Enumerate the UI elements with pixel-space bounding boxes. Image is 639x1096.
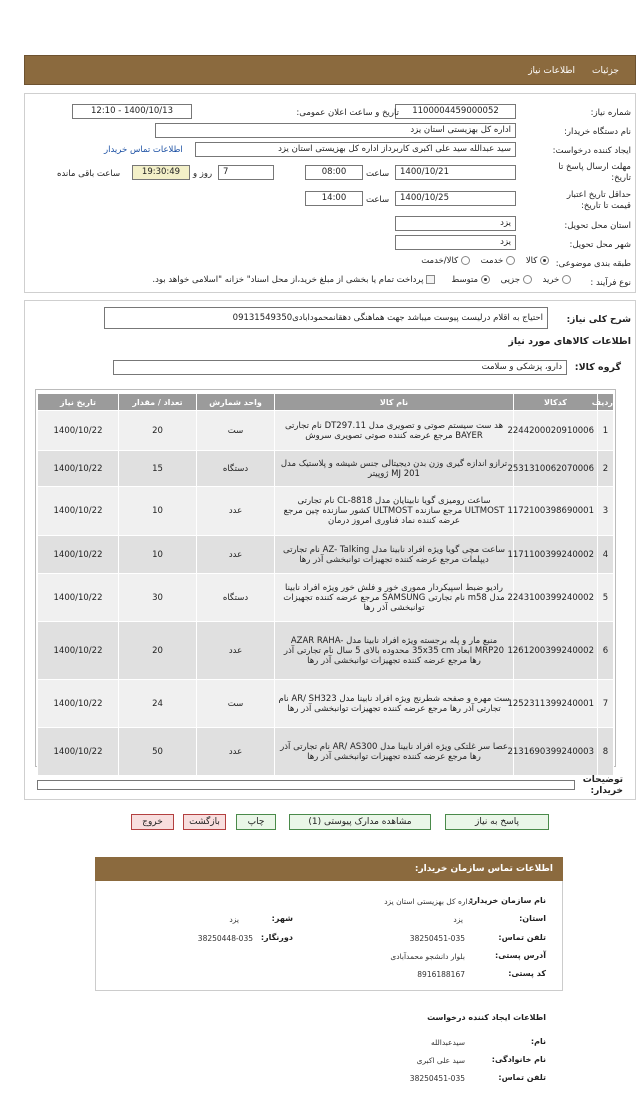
item-qty: 50 bbox=[119, 728, 197, 776]
description-field: احتیاج به اقلام درلیست پیوست میباشد جهت هماهنگی دهقانمحمودابادی09131549350 bbox=[104, 307, 548, 329]
goods-section-title: اطلاعات کالاهای مورد نیاز bbox=[508, 336, 631, 347]
item-unit: عدد bbox=[197, 487, 275, 536]
creator-label: ایجاد کننده درخواست: bbox=[552, 146, 631, 156]
category-radio-group bbox=[421, 256, 549, 266]
org-name-value: اداره کل بهزیستی استان یزد bbox=[384, 897, 473, 906]
item-name: ساعت مچی گویا ویژه افراد نابینا مدل AZ- Talking نام تجارتی دیپلمات مرجع عرضه کننده تجهیزات توانبخشی آذر رها bbox=[275, 536, 514, 574]
table-row bbox=[38, 536, 614, 574]
phone-label: تلفن تماس: bbox=[498, 933, 546, 942]
item-code: 1171100399240002 bbox=[514, 536, 598, 574]
price-valid-date-field: 1400/10/25 bbox=[395, 191, 516, 206]
reply-button[interactable]: پاسخ به نیاز bbox=[445, 814, 549, 830]
item-unit: عدد bbox=[197, 622, 275, 680]
need-number-label: شماره نیاز: bbox=[590, 108, 631, 118]
item-name: ست مهره و صفحه شطرنج ویژه افراد نابینا مدل AR/ SH323 نام تجارتی آذر رها مرجع عرضه کننده تجهیزات توانبخشی آذر رها bbox=[275, 680, 514, 728]
treasury-note: پرداخت تمام یا بخشی از مبلغ خرید،از محل اسناد" خزانه "اسلامی خواهد بود. bbox=[152, 275, 424, 285]
row-index: 3 bbox=[598, 487, 614, 536]
exit-button[interactable]: خروج bbox=[131, 814, 174, 830]
price-valid-time-field: 14:00 bbox=[305, 191, 363, 206]
col-need-date: تاریخ نیاز bbox=[38, 394, 119, 411]
table-row bbox=[38, 411, 614, 451]
radio-service[interactable] bbox=[506, 256, 515, 265]
item-qty: 20 bbox=[119, 622, 197, 680]
province-contact-label: استان: bbox=[519, 914, 546, 923]
buyer-label: نام دستگاه خریدار: bbox=[564, 127, 631, 137]
item-date: 1400/10/22 bbox=[38, 680, 119, 728]
description-label: شرح کلی نیاز: bbox=[566, 315, 631, 325]
table-row bbox=[38, 574, 614, 622]
item-unit: دستگاه bbox=[197, 574, 275, 622]
item-unit: ست bbox=[197, 680, 275, 728]
item-code: 2531310062070006 bbox=[514, 451, 598, 487]
item-code: 1172100398690001 bbox=[514, 487, 598, 536]
buyer-contact-link[interactable]: اطلاعات تماس خریدار bbox=[104, 145, 183, 155]
item-qty: 20 bbox=[119, 411, 197, 451]
category-label: طبقه بندی موضوعی: bbox=[555, 259, 631, 269]
item-unit: دستگاه bbox=[197, 451, 275, 487]
need-number-field: 1100004459000052 bbox=[395, 104, 516, 119]
item-qty: 24 bbox=[119, 680, 197, 728]
item-date: 1400/10/22 bbox=[38, 451, 119, 487]
remaining-label: ساعت باقی مانده bbox=[57, 169, 121, 179]
deadline-date-field: 1400/10/21 bbox=[395, 165, 516, 180]
days-field: 7 bbox=[218, 165, 274, 180]
address-label: آدرس پستی: bbox=[495, 951, 546, 960]
tab-details[interactable]: جزئیات bbox=[592, 66, 619, 76]
price-valid-time-label: ساعت bbox=[366, 195, 390, 205]
item-code: 2131690399240003 bbox=[514, 728, 598, 776]
table-row bbox=[38, 680, 614, 728]
org-name-label: نام سازمان خریدار: bbox=[469, 896, 546, 905]
item-code: 1261200399240002 bbox=[514, 622, 598, 680]
item-unit: ست bbox=[197, 411, 275, 451]
treasury-checkbox[interactable] bbox=[426, 275, 435, 284]
col-row-index: ردیف bbox=[598, 394, 614, 411]
first-name-label: نام: bbox=[530, 1037, 546, 1046]
item-code: 2244200020910006 bbox=[514, 411, 598, 451]
item-date: 1400/10/22 bbox=[38, 487, 119, 536]
deadline-label: مهلت ارسال پاسخ تا تاریخ: bbox=[558, 162, 631, 183]
col-unit: واحد شمارش bbox=[197, 394, 275, 411]
table-row bbox=[38, 728, 614, 776]
radio-goods-service-label: کالا/خدمت bbox=[421, 256, 459, 266]
items-table-header bbox=[38, 394, 614, 411]
creator-phone-value: 38250451-035 bbox=[409, 1074, 465, 1083]
province-contact-value: یزد bbox=[453, 915, 463, 924]
radio-purchase-label: خرید bbox=[542, 275, 560, 285]
item-name: هد ست سیستم صوتی و تصویری مدل DT297.11 نام تجارتی BAYER مرجع عرضه کننده صوتی تصویری سروش bbox=[275, 411, 514, 451]
item-qty: 30 bbox=[119, 574, 197, 622]
price-valid-label: حداقل تاریخ اعتبار قیمت تا تاریخ: bbox=[566, 190, 631, 211]
radio-goods-service[interactable] bbox=[461, 256, 470, 265]
postal-code-label: کد پستی: bbox=[508, 969, 546, 978]
process-radio-group bbox=[152, 275, 571, 285]
creator-phone-label: تلفن تماس: bbox=[498, 1073, 546, 1082]
buyer-field: اداره کل بهزیستی استان یزد bbox=[155, 123, 516, 138]
process-label: نوع فرآیند : bbox=[590, 278, 631, 288]
item-qty: 10 bbox=[119, 487, 197, 536]
remaining-time-field: 19:30:49 bbox=[132, 165, 190, 180]
goods-group-label: گروه کالا: bbox=[574, 362, 621, 373]
city-label: شهر محل تحویل: bbox=[569, 240, 631, 250]
radio-goods[interactable] bbox=[540, 256, 549, 265]
radio-minor-label: جزیی bbox=[500, 275, 520, 285]
item-date: 1400/10/22 bbox=[38, 622, 119, 680]
deadline-time-field: 08:00 bbox=[305, 165, 363, 180]
items-table bbox=[37, 393, 614, 776]
province-label: استان محل تحویل: bbox=[564, 221, 631, 231]
city-field: یزد bbox=[395, 235, 516, 250]
creator-info-header: اطلاعات ایجاد کننده درخواست bbox=[427, 1013, 546, 1022]
row-index: 5 bbox=[598, 574, 614, 622]
phone-value: 38250451-035 bbox=[409, 934, 465, 943]
tab-need-info[interactable]: اطلاعات نیاز bbox=[528, 66, 575, 76]
item-unit: عدد bbox=[197, 536, 275, 574]
radio-service-label: خدمت bbox=[480, 256, 504, 266]
days-label: روز و bbox=[193, 169, 213, 179]
postal-code-value: 8916188167 bbox=[417, 970, 465, 979]
announce-label: تاریخ و ساعت اعلان عمومی: bbox=[296, 108, 399, 118]
row-index: 2 bbox=[598, 451, 614, 487]
city-contact-label: شهر: bbox=[271, 914, 293, 923]
province-field: یزد bbox=[395, 216, 516, 231]
creator-field: سید عبدالله سید علی اکبری کاربرداز اداره کل بهزیستی استان یزد bbox=[195, 142, 516, 157]
deadline-time-label: ساعت bbox=[366, 169, 390, 179]
buyer-notes-field bbox=[37, 780, 575, 790]
radio-medium[interactable] bbox=[481, 275, 490, 284]
item-unit: عدد bbox=[197, 728, 275, 776]
item-qty: 15 bbox=[119, 451, 197, 487]
back-button[interactable]: بازگشت bbox=[183, 814, 226, 830]
buyer-notes-label: توضیحات خریدار: bbox=[582, 775, 623, 796]
attachments-button[interactable]: مشاهده مدارک پیوستی (1) bbox=[289, 814, 431, 830]
row-index: 8 bbox=[598, 728, 614, 776]
print-button[interactable]: چاپ bbox=[236, 814, 276, 830]
item-code: 2243100399240002 bbox=[514, 574, 598, 622]
item-date: 1400/10/22 bbox=[38, 536, 119, 574]
radio-medium-label: متوسط bbox=[451, 275, 479, 285]
item-name: ساعت رومیزی گویا نابینایان مدل CL-8818 نام تجارتی ULTMOST مرجع سازنده ULTMOST کشور سازنده چین مرجع عرضه کننده نماد فناوری امروز درمان bbox=[275, 487, 514, 536]
radio-goods-label: کالا bbox=[525, 256, 538, 266]
last-name-label: نام خانوادگی: bbox=[491, 1055, 546, 1064]
fax-value: 38250448-035 bbox=[197, 934, 253, 943]
row-index: 6 bbox=[598, 622, 614, 680]
table-row bbox=[38, 451, 614, 487]
row-index: 1 bbox=[598, 411, 614, 451]
col-quantity: تعداد / مقدار bbox=[119, 394, 197, 411]
item-name: منبع مار و پله برجسته ویژه افراد نابینا مدل AZAR RAHA- MRP20 ابعاد 35x35 cm محدوده بالای 5 سال نام تجارتی آذر رها مرجع عرضه کننده تجهیزات توانبخشی آذر رها bbox=[275, 622, 514, 680]
radio-purchase[interactable] bbox=[562, 275, 571, 284]
row-index: 7 bbox=[598, 680, 614, 728]
item-date: 1400/10/22 bbox=[38, 728, 119, 776]
table-row bbox=[38, 622, 614, 680]
row-index: 4 bbox=[598, 536, 614, 574]
item-qty: 10 bbox=[119, 536, 197, 574]
city-contact-value: یزد bbox=[229, 915, 239, 924]
last-name-value: سید علی اکبری bbox=[416, 1056, 465, 1065]
col-item-name: نام کالا bbox=[275, 394, 514, 411]
radio-minor[interactable] bbox=[523, 275, 532, 284]
announce-field: 1400/10/13 - 12:10 bbox=[72, 104, 192, 119]
address-value: بلوار دانشجو محمدآبادی bbox=[390, 952, 465, 961]
item-date: 1400/10/22 bbox=[38, 411, 119, 451]
tab-bar bbox=[24, 55, 636, 85]
item-name: ترازو اندازه گیری وزن بدن دیجیتالی جنس شیشه و پلاستیک مدل MJ 201 ژوپیتر bbox=[275, 451, 514, 487]
goods-group-field: دارو، پزشکی و سلامت bbox=[113, 360, 567, 375]
item-name: عصا سر غلتکی ویژه افراد نابینا مدل AR/ AS300 نام تجارتی آذر رها مرجع عرضه کننده تجهیزات توانبخشی آذر رها bbox=[275, 728, 514, 776]
first-name-value: سیدعبدالله bbox=[430, 1038, 465, 1047]
item-name: رادیو ضبط اسپیکردار مموری خور و فلش خور ویژه افراد نابینا مدل m58 نام تجارتی SAMSUNG مرجع عرضه کننده تجهیزات توانبخشی آذر رها bbox=[275, 574, 514, 622]
fax-label: دورنگار: bbox=[260, 933, 293, 942]
contact-header: اطلاعات تماس سازمان خریدار: bbox=[95, 857, 563, 881]
item-date: 1400/10/22 bbox=[38, 574, 119, 622]
col-item-code: کدکالا bbox=[514, 394, 598, 411]
table-row bbox=[38, 487, 614, 536]
item-code: 1252311399240001 bbox=[514, 680, 598, 728]
